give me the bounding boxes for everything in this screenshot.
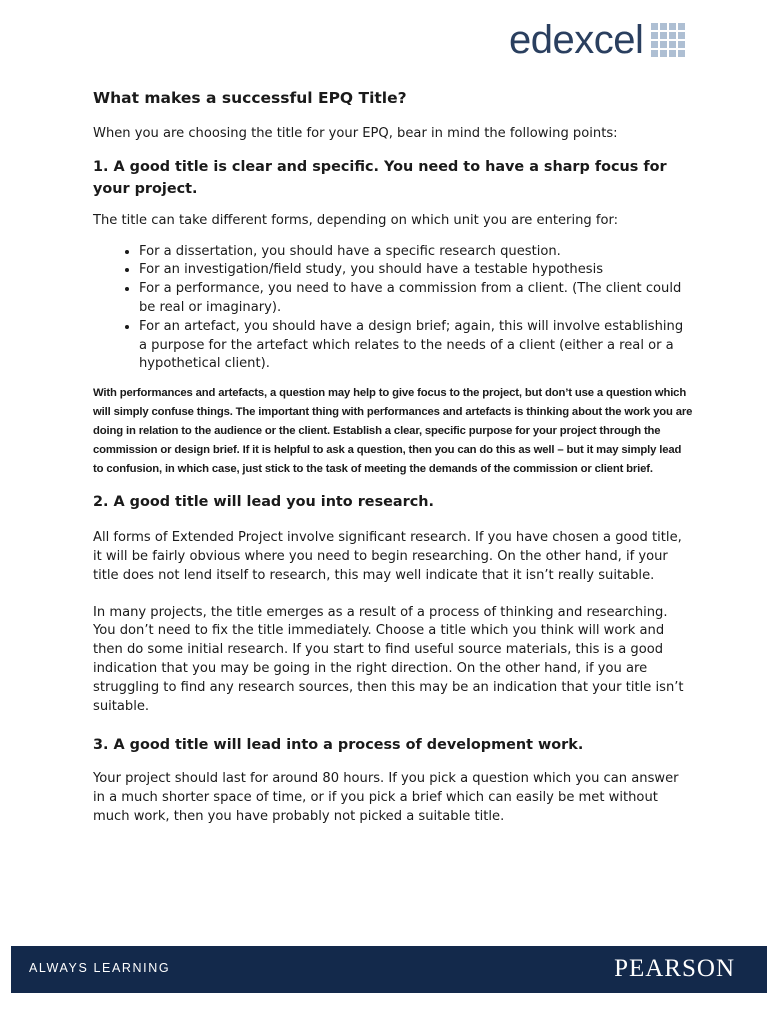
section-2-paragraph: In many projects, the title emerges as a result of a process of thinking and researching. You don’t need to fix the title immediately. Choose a title which you think will work and then do some initial research. If you start to find useful source materials, this is a good indication that you may be going in the right direction. On the other hand, if you are struggling to find any research sources, then this may be an indication that your title isn’t suitable.	[93, 604, 684, 714]
bullet-item: • For an artefact, you should have a design brief; again, this will involve establishing a purpose for the artefact which relates to the needs of a client (either a real or a hypothetical client).	[139, 318, 693, 374]
footer-tagline: ALWAYS LEARNING	[29, 961, 171, 975]
section-1-bullet-list	[93, 243, 693, 375]
bullet-item: • For a dissertation, you should have a specific research question.	[139, 243, 693, 262]
section-1-heading: 1. A good title is clear and specific. You need to have a sharp focus for your project.	[93, 158, 667, 197]
edexcel-logo	[509, 18, 685, 62]
section-2-heading: 2. A good title will lead you into research.	[93, 494, 434, 511]
section-3-heading: 3. A good title will lead into a process of development work.	[93, 737, 584, 754]
bullet-item: • For a performance, you need to have a commission from a client. (The client could be real or imaginary).	[139, 280, 693, 318]
footer-bar	[11, 946, 767, 993]
pearson-logo: PEARSON	[614, 955, 735, 982]
intro-text: When you are choosing the title for your EPQ, bear in mind the following points:	[93, 126, 618, 141]
section-1-lead: The title can take different forms, depending on which unit you are entering for:	[93, 212, 619, 228]
section-1-note: With performances and artefacts, a question may help to give focus to the project, but don’t use a question which will simply confuse things. The important thing with performances and artefacts is thinking about the work you are doing in relation to the audience or the client. Establish a clear, specific purpose for your project through the commission or design brief. If it is helpful to ask a question, then you can do this as well – but it may simply lead to confusion, in which case, just stick to the task of meeting the demands of the commission or client brief.	[93, 387, 693, 476]
grid-logo-mark-icon	[651, 23, 685, 57]
section-3-paragraph: Your project should last for around 80 hours. If you pick a question which you can answer in a much shorter space of time, or if you pick a brief which can easily be met without much work, then you have probably not picked a suitable title.	[93, 771, 679, 824]
page-title: What makes a successful EPQ Title?	[93, 89, 407, 107]
bullet-item: • For an investigation/field study, you should have a testable hypothesis	[139, 261, 693, 280]
logo-text: edexcel	[509, 18, 644, 62]
section-2-paragraph: All forms of Extended Project involve significant research. If you have chosen a good title, it will be fairly obvious where you need to begin researching. On the other hand, if your title does not lend itself to research, this may well indicate that it isn’t really suitable.	[93, 530, 682, 583]
document-body	[93, 88, 693, 827]
